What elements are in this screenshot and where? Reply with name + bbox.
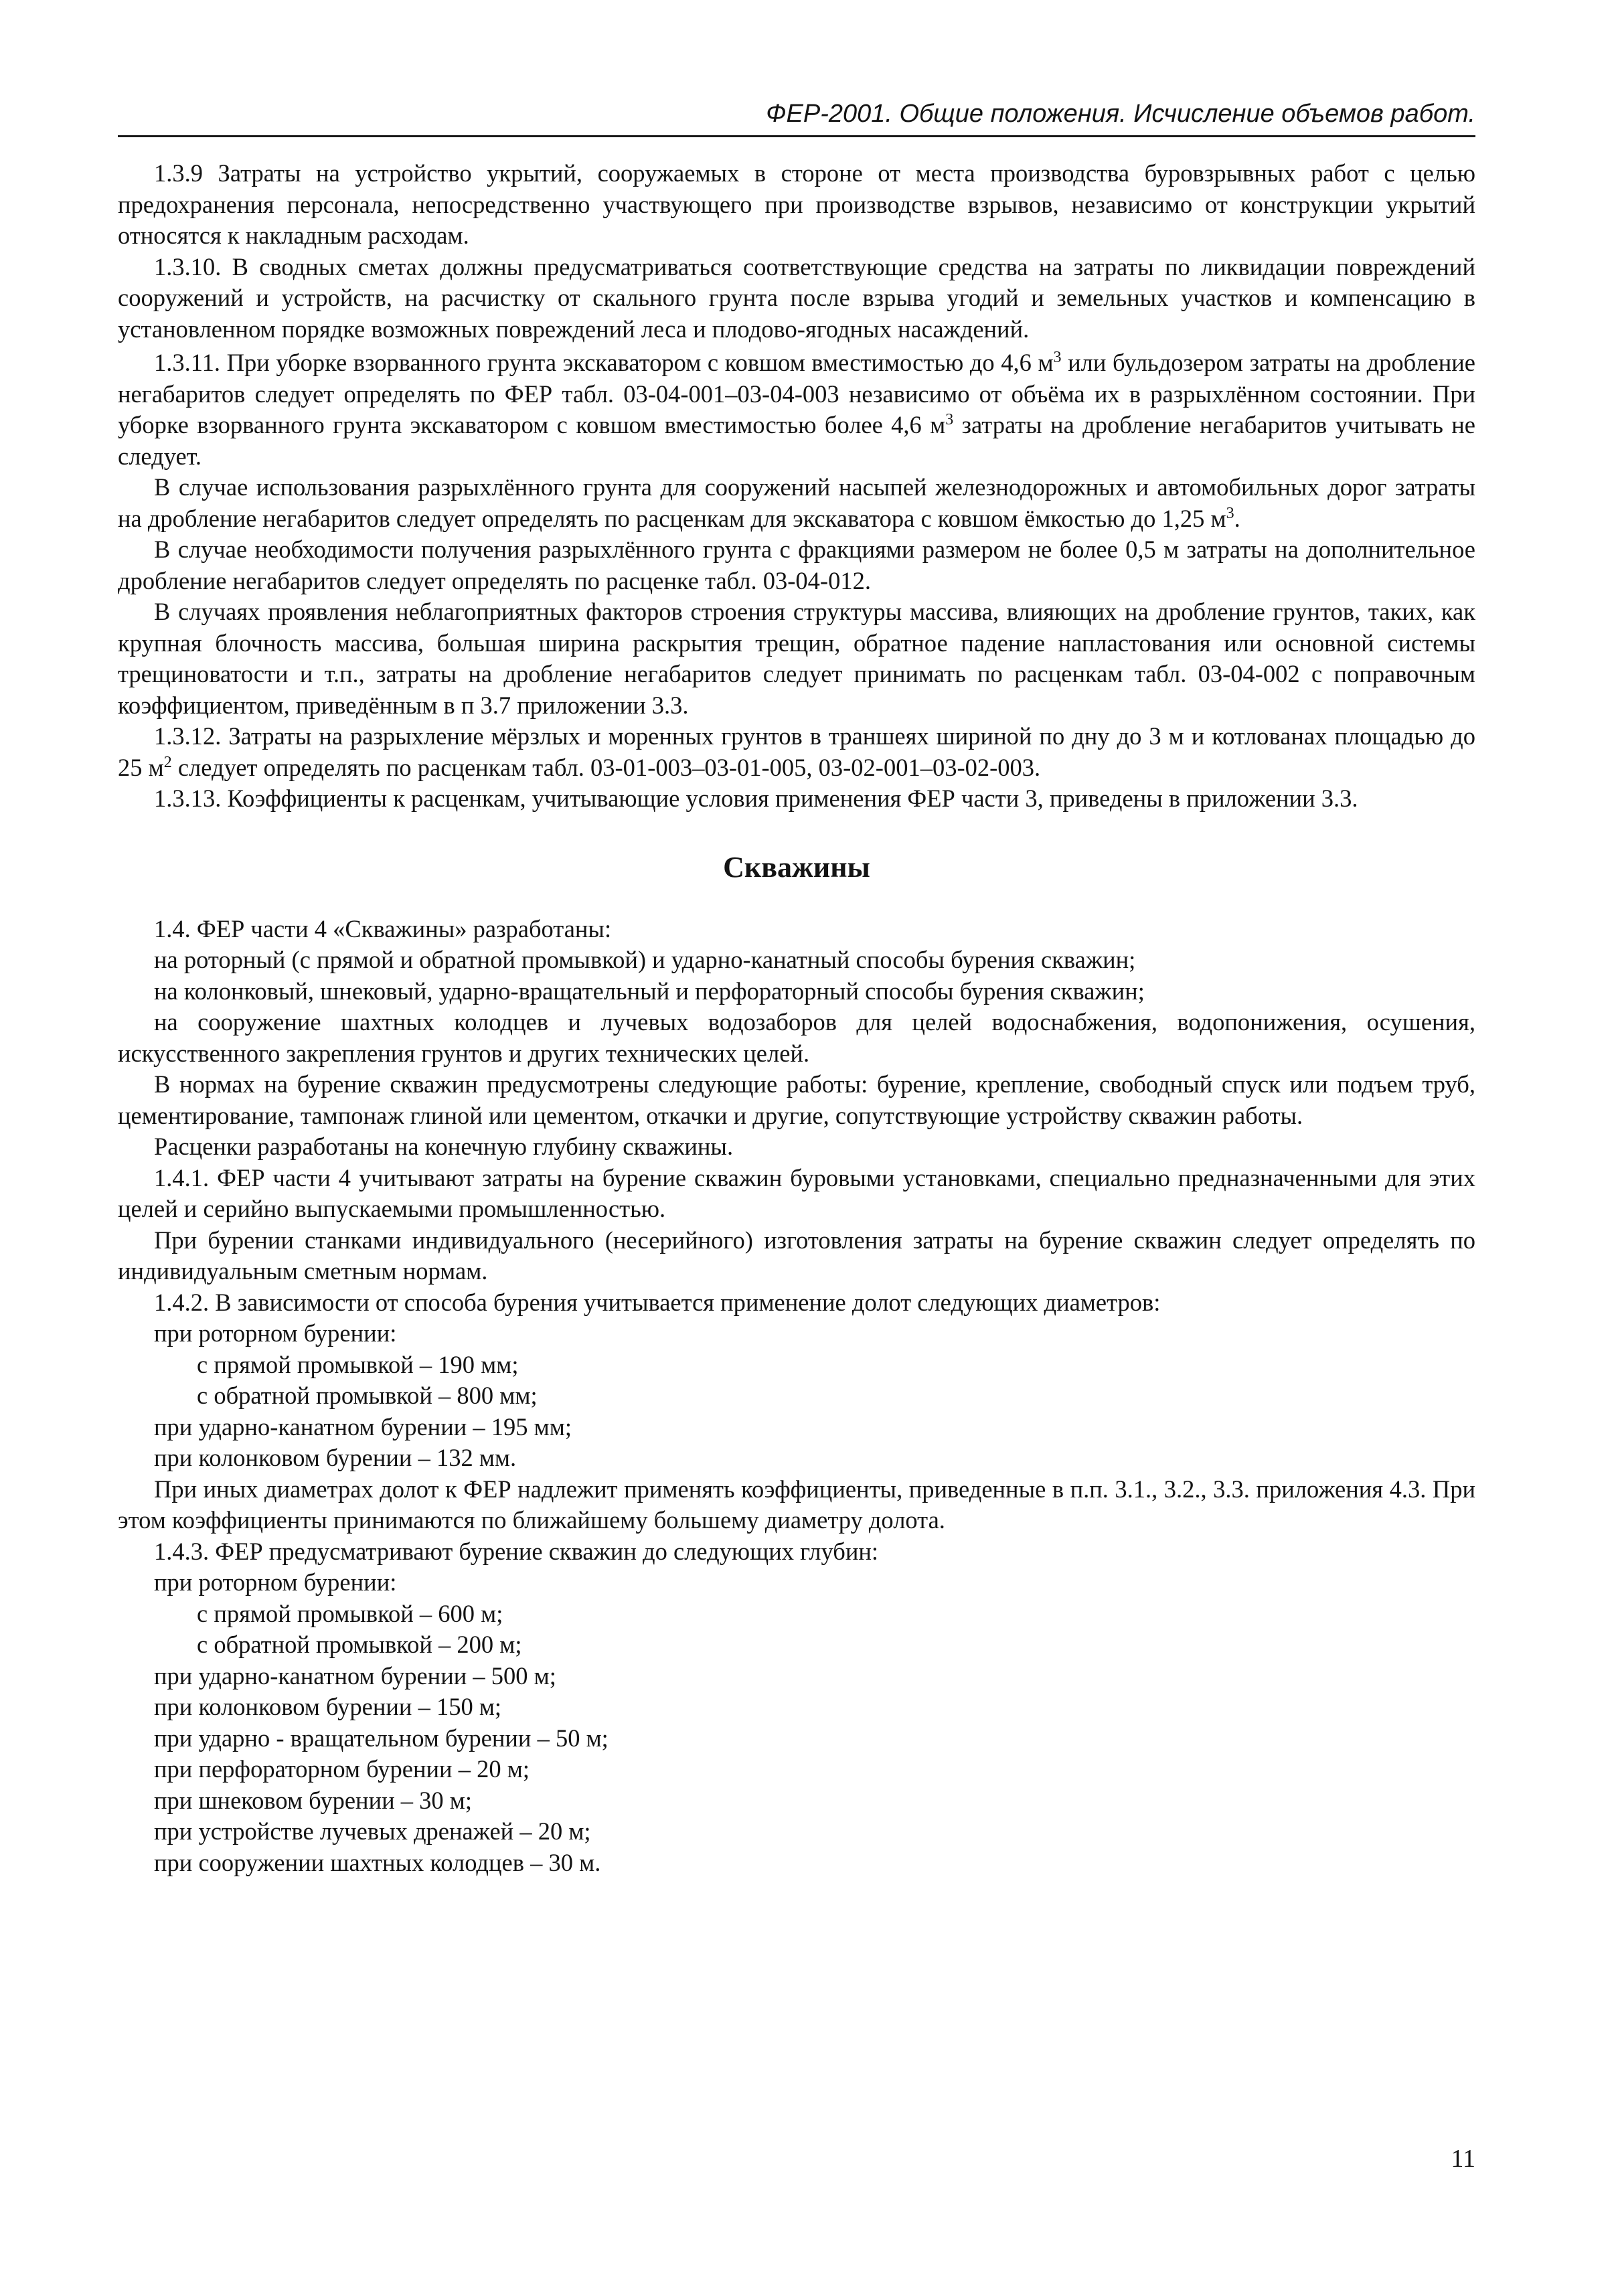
paragraph-1-4-2: 1.4.2. В зависимости от способа бурения учитывается применение долот следующих диаметров: [154,1288,1161,1316]
paragraph-other-diameters: При иных диаметрах долот к ФЕР надлежит применять коэффициенты, приведенные в п.п. 3.1., 3.2., 3.3. приложения 4.3. При этом коэффициенты принимаются по ближайшему большему диаметру долота. [118,1475,1475,1534]
section-heading-wells: Скважины [723,850,870,884]
list-item: с прямой промывкой – 190 мм; [197,1350,519,1378]
paragraph-unfavorable-factors: В случаях проявления неблагоприятных факторов строения структуры массива, влияющих на дробление грунтов, таких, как крупная блочность массива, большая ширина раскрытия трещин, обратное падение напластования или основной системы трещиноватости и т.п., затраты на дробление негабаритов следует принимать по расценкам табл. 03-04-002 с поправочным коэффициентом, приведённым в п 3.7 приложении 3.3. [118,598,1475,719]
list-item: при устройстве лучевых дренажей – 20 м; [154,1817,591,1845]
running-header [118,98,1475,137]
paragraph-1-3-11-part-b: или бульдозером затраты на дробление негабаритов следует определять по ФЕР табл. 03-04-001–03-04-003 независимо от объёма их в разрыхлённом состоянии. При уборке взорванного грунта экскаватором с ковшом вместимостью более 4,6 м [118,349,1475,438]
list-item: с обратной промывкой – 200 м; [197,1631,522,1658]
list-item: при ударно-канатном бурении – 500 м; [154,1661,556,1690]
paragraph-1-3-10: 1.3.10. В сводных сметах должны предусматриваться соответствующие средства на затраты по ликвидации повреждений сооружений и устройств, на расчистку от скального грунта после взрыва угодий и земельных участков и компенсацию в установленном порядке возможных повреждений леса и плодово-ягодных насаждений. [118,252,1475,343]
paragraph-1-3-13: 1.3.13. Коэффициенты к расценкам, учитывающие условия применения ФЕР части 3, приведены в приложении 3.3. [154,785,1358,812]
list-item: с обратной промывкой – 800 мм; [197,1382,538,1409]
page-number: 11 [1451,2145,1475,2173]
superscript-cubic: 3 [1226,504,1234,522]
list-item: при сооружении шахтных колодцев – 30 м. [154,1848,601,1876]
paragraph-drilling-norms: В нормах на бурение скважин предусмотрены следующие работы: бурение, крепление, свободный спуск или подъем труб, цементирование, тампонаж глиной или цементом, откачки и другие, сопутствующие устройству скважин работы. [118,1070,1475,1129]
paragraph-loosened-soil [118,472,1475,534]
running-title: ФЕР-2001. Общие положения. Исчисление объемов работ. [766,100,1475,128]
page-body [118,158,1475,1878]
list-item: при ударно - вращательном бурении – 50 м; [154,1724,609,1752]
paragraph-1-4-3: 1.4.3. ФЕР предусматривают бурение скважин до следующих глубин: [154,1537,879,1565]
paragraph-loosened-soil-part-b: . [1234,504,1240,532]
paragraph-1-3-11 [118,347,1475,472]
list-item: при колонковом бурении – 150 м; [154,1693,502,1720]
paragraph-1-4-shafts: на сооружение шахтных колодцев и лучевых водозаборов для целей водоснабжения, водопонижения, осушения, искусственного закрепления грунтов и других технических целей. [118,1008,1475,1067]
paragraph-1-3-9: 1.3.9 Затраты на устройство укрытий, сооружаемых в стороне от места производства буровзрывных работ с целью предохранения персонала, непосредственно участвующего при производстве взрывов, независимо от конструкции укрытий относятся к накладным расходам. [118,159,1475,249]
list-item: при роторном бурении: [154,1319,397,1347]
paragraph-1-3-11-part-a: 1.3.11. При уборке взорванного грунта экскаватором с ковшом вместимостью до 4,6 м [154,349,1054,376]
paragraph-1-4-core: на колонковый, шнековый, ударно-вращательный и перфораторный способы бурения скважин; [154,977,1145,1005]
paragraph-1-3-11-part-c: затраты на дробление негабаритов учитывать не следует. [118,411,1475,470]
superscript-cubic: 3 [1053,349,1062,366]
paragraph-final-depth: Расценки разработаны на конечную глубину скважины. [154,1133,734,1160]
list-item: при ударно-канатном бурении – 195 мм; [154,1412,572,1441]
paragraph-1-3-12 [118,721,1475,783]
paragraph-fraction: В случае необходимости получения разрыхлённого грунта с фракциями размером не более 0,5 м затраты на дополнительное дробление негабаритов следует определять по расценке табл. 03-04-012. [118,536,1475,594]
paragraph-custom-machines: При бурении станками индивидуального (несерийного) изготовления затраты на бурение скважин следует определять по индивидуальным сметным нормам. [118,1226,1475,1285]
list-item: при шнековом бурении – 30 м; [154,1786,473,1814]
paragraph-1-3-12-part-b: следует определять по расценкам табл. 03-01-003–03-01-005, 03-02-001–03-02-003. [171,753,1041,781]
superscript-square: 2 [163,753,172,771]
list-item: при перфораторном бурении – 20 м; [154,1755,530,1783]
paragraph-1-4-1: 1.4.1. ФЕР части 4 учитывают затраты на бурение скважин буровыми установками, специально предназначенными для этих целей и серийно выпускаемыми промышленностью. [118,1163,1475,1222]
paragraph-1-4-rotary: на роторный (с прямой и обратной промывкой) и ударно-канатный способы бурения скважин; [154,946,1136,973]
list-item: при роторном бурении: [154,1568,397,1596]
paragraph-1-3-12-part-a: 1.3.12. Затраты на разрыхление мёрзлых и моренных грунтов в траншеях шириной по дну до 3 м и котлованах площадью до 25 м [118,722,1475,781]
paragraph-1-4: 1.4. ФЕР части 4 «Скважины» разработаны: [154,914,612,942]
list-item: при колонковом бурении – 132 мм. [154,1444,517,1471]
paragraph-loosened-soil-part-a: В случае использования разрыхлённого грунта для сооружений насыпей железнодорожных и автомобильных дорог затраты на дробление негабаритов следует определять по расценкам для экскаватора с ковшом ёмкостью до 1,25 м [118,473,1475,532]
list-item: с прямой промывкой – 600 м; [197,1599,503,1627]
superscript-cubic: 3 [945,411,954,428]
